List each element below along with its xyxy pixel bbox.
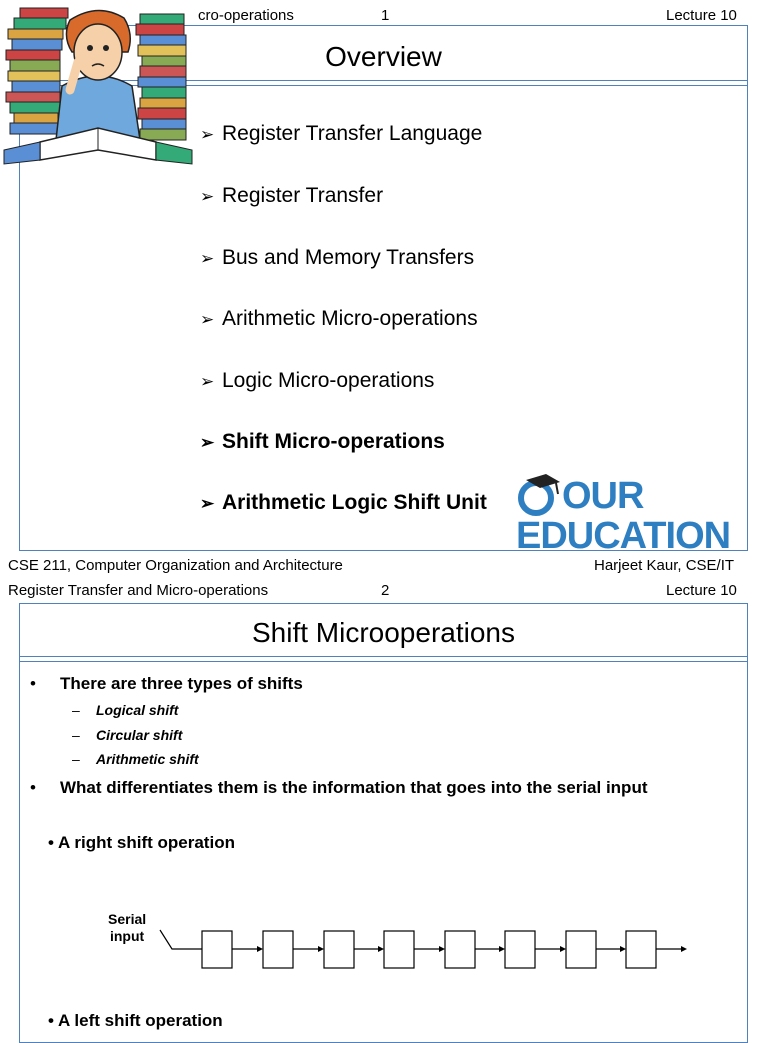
page1-footer-left: CSE 211, Computer Organization and Architecture	[8, 557, 343, 574]
sub-item-arithmetic: – Arithmetic shift	[72, 751, 199, 767]
bullet-differentiates: • What differentiates them is the information that goes into the serial input	[30, 778, 648, 797]
bullet-three-types: • There are three types of shifts	[30, 674, 303, 693]
arrow-bullet-icon: ➢	[200, 249, 215, 268]
right-shift-register-diagram	[20, 904, 749, 984]
page1-header-right: Lecture 10	[666, 7, 737, 24]
page2-header-left: Register Transfer and Micro-operations	[8, 582, 269, 599]
slide-2	[19, 603, 748, 1043]
serial-input-label: Serial input	[108, 911, 147, 944]
slide-1-title: Overview	[325, 41, 442, 72]
arrow-bullet-icon: ➢	[200, 187, 215, 206]
left-shift-heading: • A left shift operation	[48, 1011, 223, 1030]
overview-item-1: ➢ Register Transfer Language	[200, 121, 482, 148]
right-shift-heading: • A right shift operation	[48, 833, 235, 852]
page1-footer-right: Harjeet Kaur, CSE/IT	[594, 557, 735, 574]
arrow-bullet-icon: ➢	[200, 494, 215, 513]
page2-header-page-number: 2	[381, 582, 390, 599]
arrow-bullet-icon: ➢	[200, 310, 215, 329]
arrow-bullet-icon: ➢	[200, 372, 215, 391]
arrow-bullet-icon: ➢	[200, 433, 215, 452]
overview-item-6: ➢ Shift Micro-operations	[200, 429, 445, 456]
overview-item-7: ➢ Arithmetic Logic Shift Unit	[200, 490, 487, 517]
overview-item-3: ➢ Bus and Memory Transfers	[200, 245, 474, 272]
student-clipart	[0, 0, 196, 166]
watermark-line-1: OUR	[562, 475, 644, 517]
graduation-cap-icon	[512, 470, 564, 518]
watermark-line-2: EDUCATION	[516, 515, 731, 557]
overview-item-4: ➢ Arithmetic Micro-operations	[200, 306, 478, 333]
slide-2-title: Shift Microoperations	[251, 617, 515, 648]
sub-item-circular: – Circular shift	[72, 727, 183, 743]
page2-header-right: Lecture 10	[666, 582, 737, 599]
overview-item-5: ➢ Logic Micro-operations	[200, 368, 434, 395]
arrow-bullet-icon: ➢	[200, 125, 215, 144]
page1-header-page-number: 1	[381, 7, 390, 24]
sub-item-logical: – Logical shift	[72, 702, 179, 718]
overview-item-2: ➢ Register Transfer	[200, 183, 383, 210]
page1-header-left: cro-operations	[198, 7, 294, 24]
slide-2-title-rule	[20, 656, 747, 662]
